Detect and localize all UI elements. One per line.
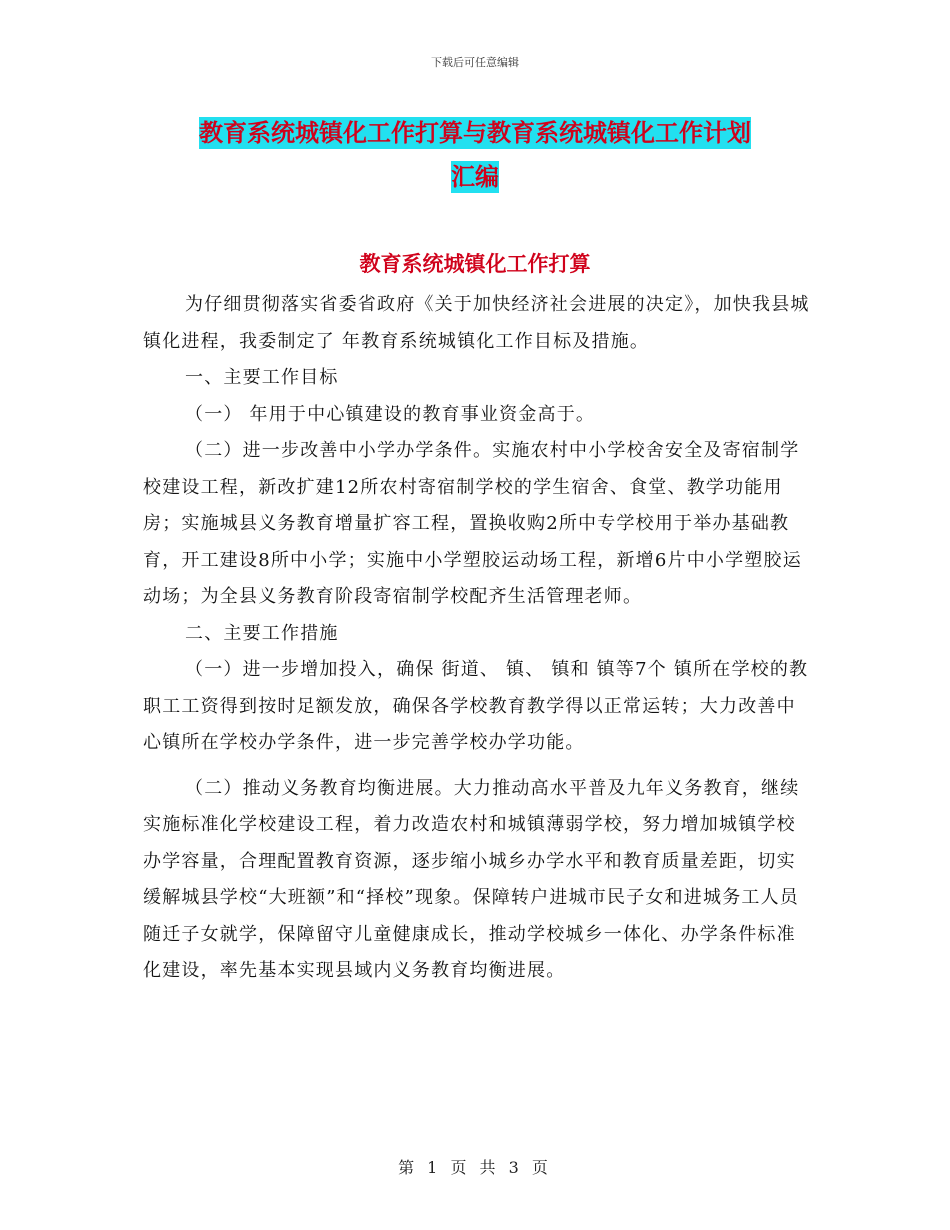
document-title-text-1: 教育系统城镇化工作打算与教育系统城镇化工作计划	[199, 119, 751, 147]
paragraph-goal-1: （一） 年用于中心镇建设的教育事业资金高于。	[185, 403, 596, 425]
header-note: 下载后可任意编辑	[431, 56, 519, 69]
document-body	[143, 287, 813, 990]
document-title-line-2	[0, 157, 950, 192]
paragraph-intro: 为仔细贯彻落实省委省政府《关于加快经济社会进展的决定》，加快我县城镇化进程，我委制定了 年教育系统城镇化工作目标及措施。	[143, 294, 810, 352]
section-title: 教育系统城镇化工作打算	[359, 252, 591, 276]
document-title-text-2: 汇编	[451, 163, 499, 191]
paragraph-measure-1: （一）进一步增加投入，确保 街道、 镇、 镇和 镇等7个 镇所在学校的教职工工资得到按时足额发放，确保各学校教育教学得以正常运转；大力改善中心镇所在学校办学条件，进一步完善学校办学功能。	[143, 659, 809, 753]
heading-goals: 一、主要工作目标	[185, 367, 339, 388]
page-number-footer: 第 1 页 共 3 页	[398, 1158, 552, 1177]
heading-measures: 二、主要工作措施	[185, 622, 339, 644]
paragraph-measure-2: （二）推动义务教育均衡进展。大力推动高水平普及九年义务教育，继续实施标准化学校建设工程，着力改造农村和城镇薄弱学校，努力增加城镇学校办学容量，合理配置教育资源，逐步缩小城乡办学水平和教育质量差距，切实缓解城县学校“大班额”和“择校”现象。保障转户进城市民子女和进城务工人员随迁子女就学，保障留守儿童健康成长，推动学校城乡一体化、办学条件标准化建设，率先基本实现县域内义务教育均衡进展。	[143, 777, 800, 981]
document-title-line-1	[0, 113, 950, 148]
paragraph-goal-2: （二）进一步改善中小学办学条件。实施农村中小学校舍安全及寄宿制学校建设工程，新改扩建12所农村寄宿制学校的学生宿舍、食堂、教学功能用房；实施城县义务教育增量扩容工程，置换收购2所中专学校用于举办基础教育，开工建设8所中小学；实施中小学塑胶运动场工程，新增6片中小学塑胶运动场；为全县义务教育阶段寄宿制学校配齐生活管理老师。	[143, 440, 802, 607]
